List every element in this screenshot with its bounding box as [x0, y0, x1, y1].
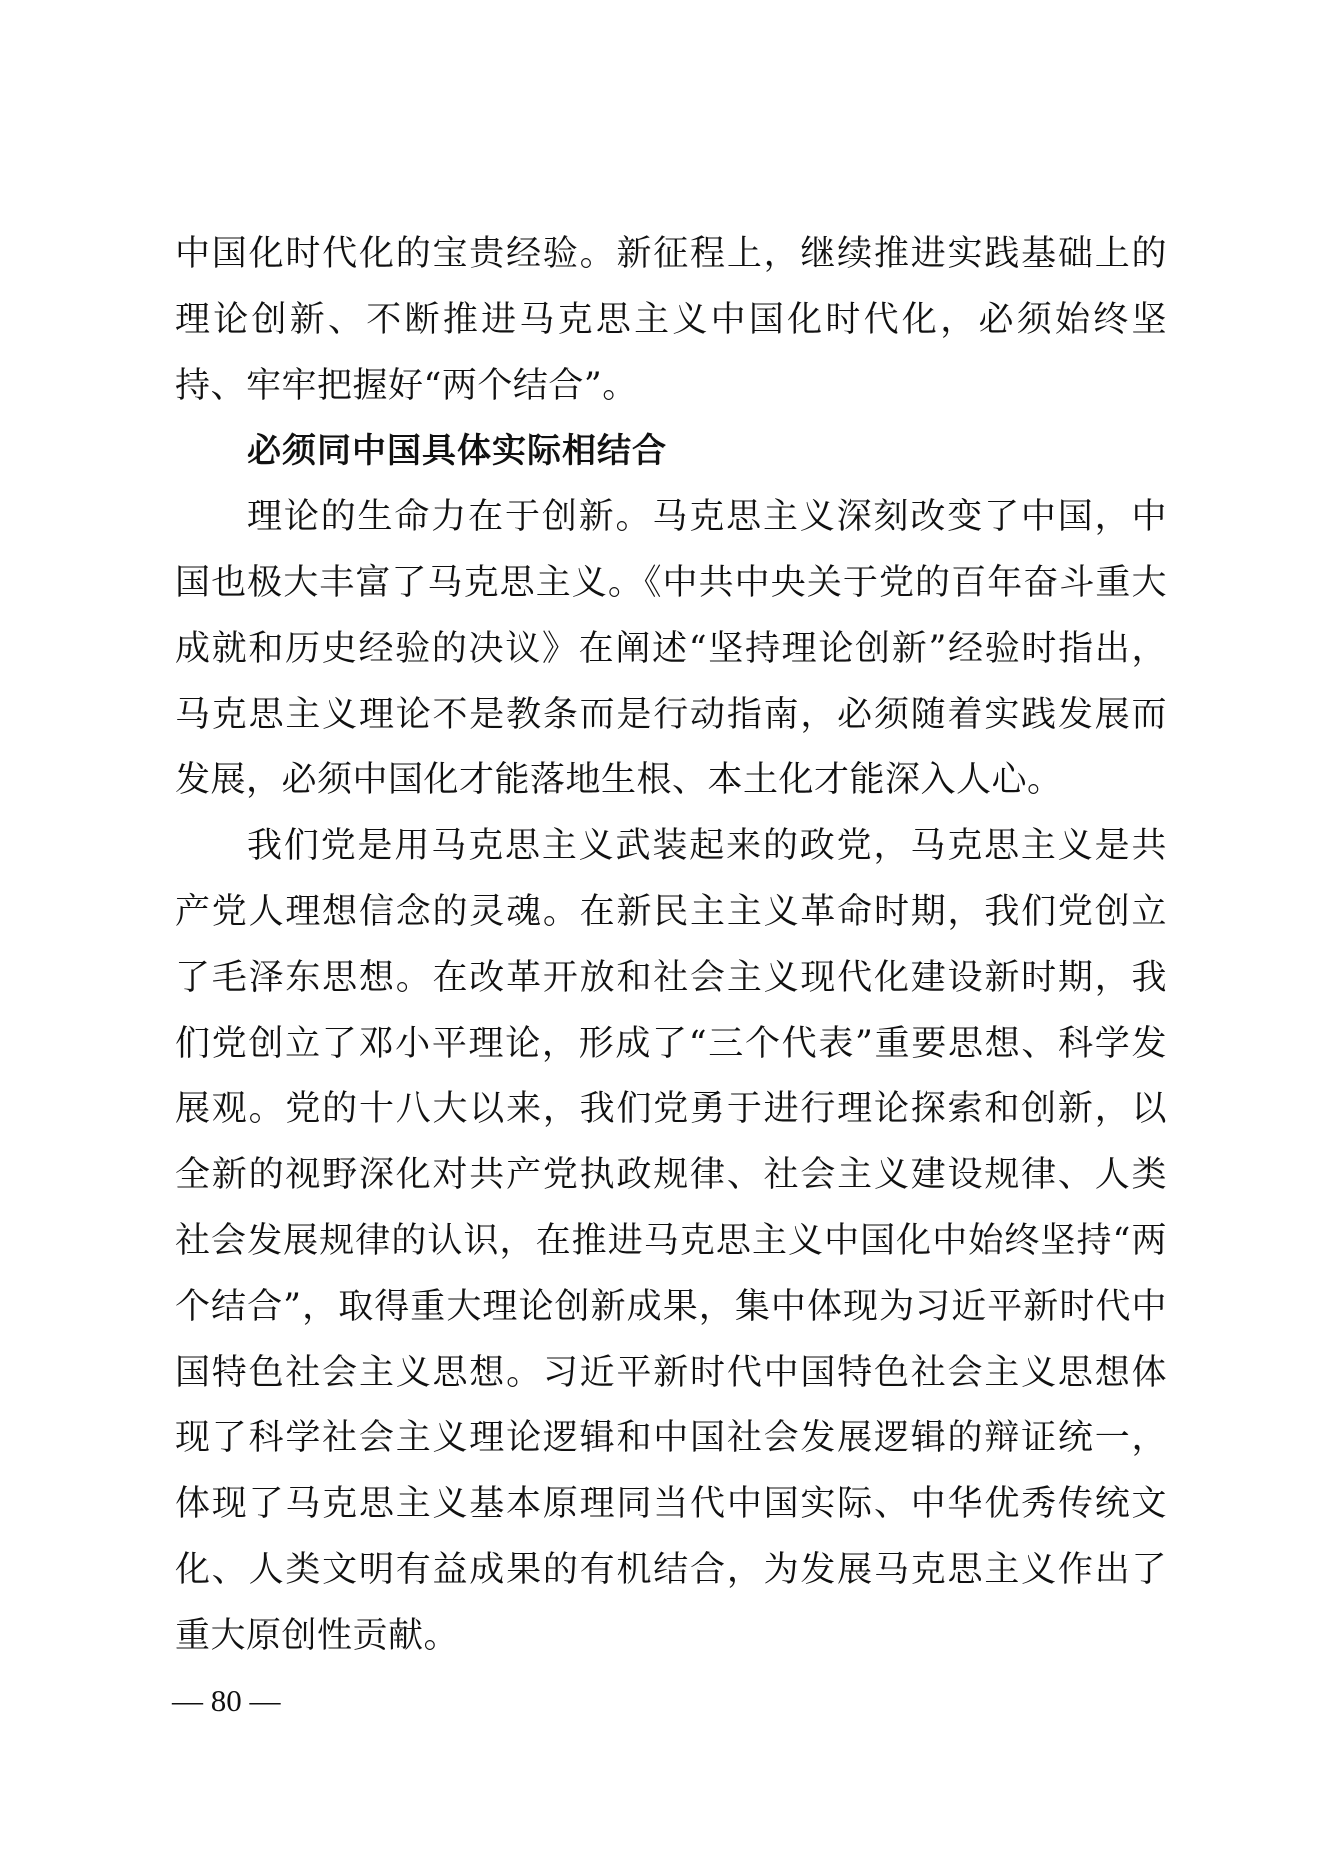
page-number: — 80 — [172, 1683, 281, 1718]
paragraph-continued: 中国化时代化的宝贵经验。新征程上，继续推进实践基础上的理论创新、不断推进马克思主义中国化时代化，必须始终坚持、牢牢把握好“两个结合”。 [175, 234, 1167, 406]
paragraph-party-marxism: 我们党是用马克思主义武装起来的政党，马克思主义是共产党人理想信念的灵魂。在新民主主义革命时期，我们党创立了毛泽东思想。在改革开放和社会主义现代化建设新时期，我们党创立了邓小平理论，形成了“三个代表”重要思想、科学发展观。党的十八大以来，我们党勇于进行理论探索和创新，以全新的视野深化对共产党执政规律、社会主义建设规律、人类社会发展规律的认识，在推进马克思主义中国化中始终坚持“两个结合”，取得重大理论创新成果，集中体现为习近平新时代中国特色社会主义思想。习近平新时代中国特色社会主义思想体现了科学社会主义理论逻辑和中国社会发展逻辑的辩证统一，体现了马克思主义基本原理同当代中国实际、中华优秀传统文化、人类文明有益成果的有机结合，为发展马克思主义作出了重大原创性贡献。 [175, 826, 1167, 1656]
paragraph-theory-innovation: 理论的生命力在于创新。马克思主义深刻改变了中国，中国也极大丰富了马克思主义。《中共中央关于党的百年奋斗重大成就和历史经验的决议》在阐述“坚持理论创新”经验时指出，马克思主义理论不是教条而是行动指南，必须随着实践发展而发展，必须中国化才能落地生根、本土化才能深入人心。 [175, 497, 1167, 801]
section-heading: 必须同中国具体实际相结合 [247, 431, 667, 472]
document-body [175, 222, 1167, 1670]
